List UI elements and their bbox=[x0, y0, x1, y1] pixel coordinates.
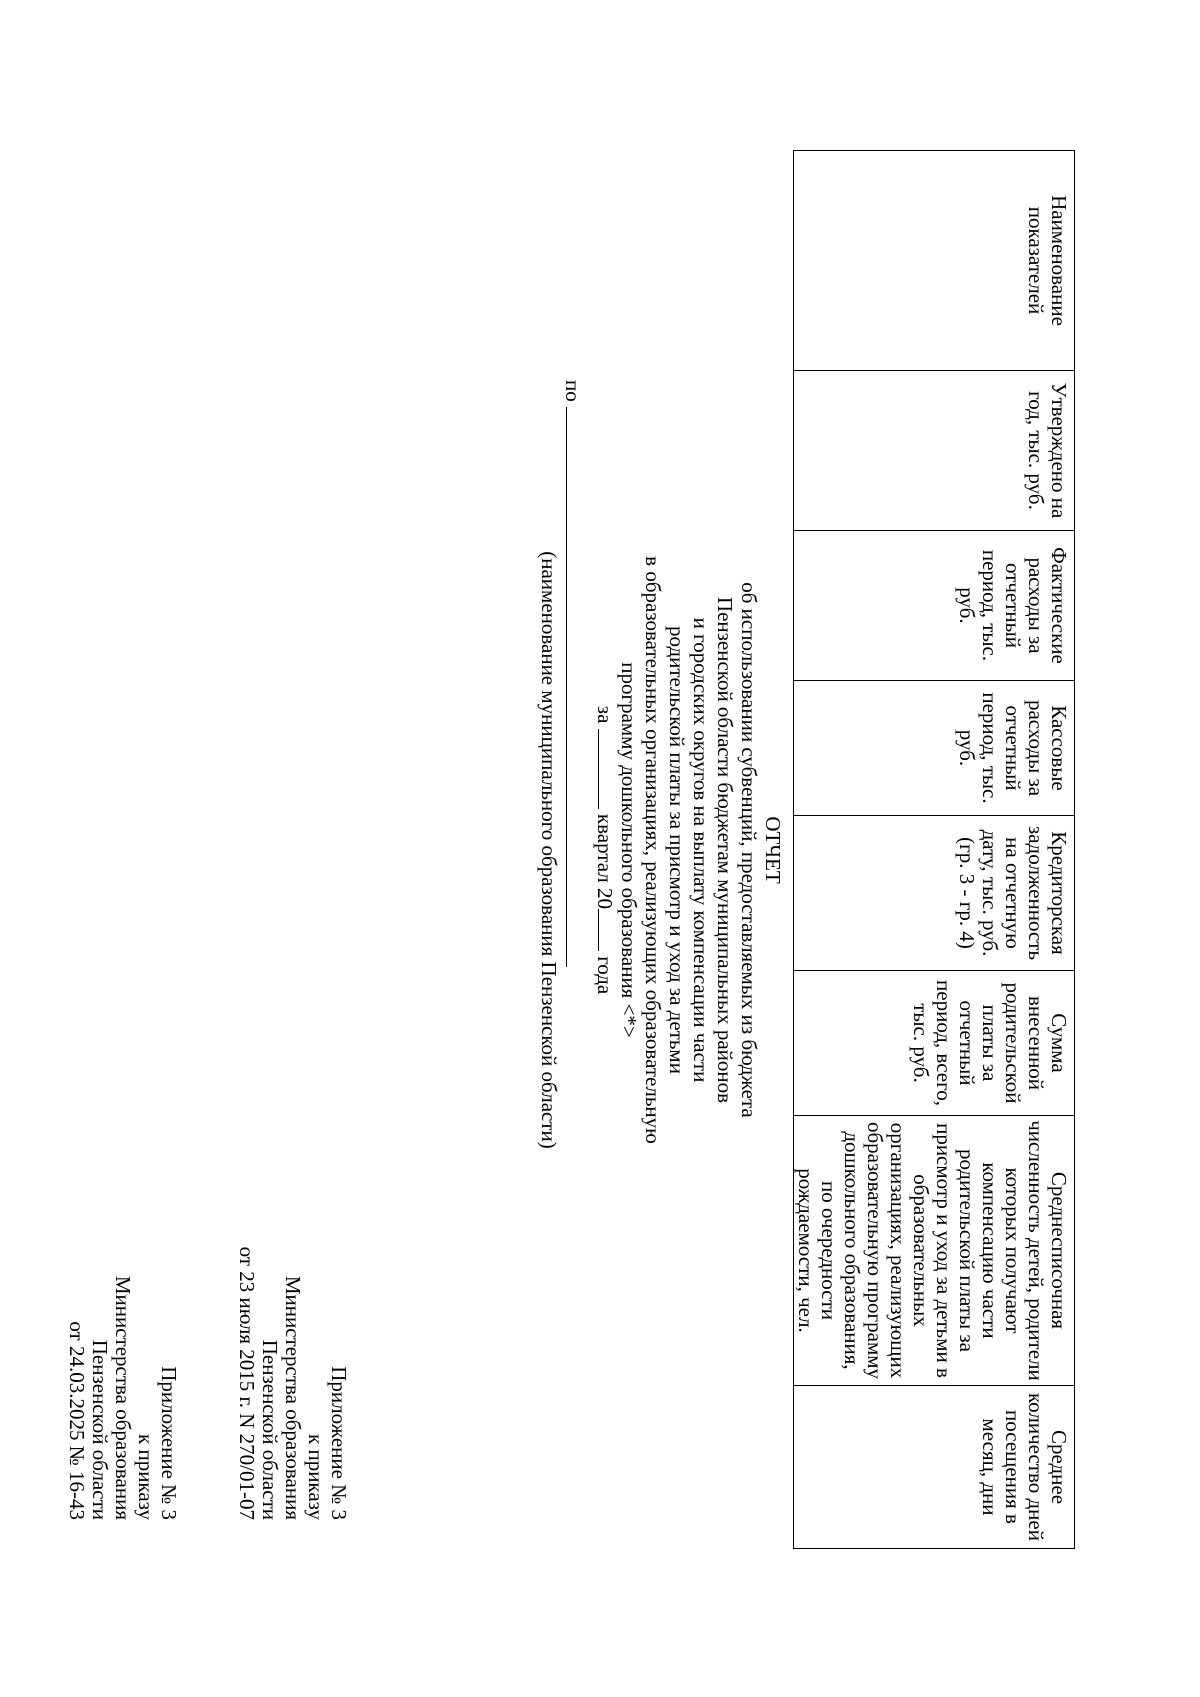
report-subtitle-line: родительской платы за присмотр и уход за детьми bbox=[665, 626, 689, 1074]
header-accounts-payable: Кредиторская задолженность на отчетную дату, тыс. руб. (гр. 3 - гр. 4) bbox=[794, 816, 1075, 971]
report-subtitle-line: программу дошкольного образования <*> bbox=[617, 662, 641, 1038]
appendix-line: от 23 июля 2015 г. N 270/01-07 bbox=[235, 1246, 259, 1520]
appendix-line: Приложение № 3 bbox=[327, 1366, 351, 1520]
appendix-line: Пензенской области bbox=[88, 1339, 112, 1520]
header-average-attendance-days: Среднее количество дней посещения в месяц, дни bbox=[794, 1386, 1075, 1549]
appendix-line: Пензенской области bbox=[258, 1339, 282, 1520]
header-parental-fee-sum: Сумма внесенной родительской платы за отчетный период, всего, тыс. руб. bbox=[794, 971, 1075, 1116]
report-title: ОТЧЕТ bbox=[761, 816, 785, 884]
header-cash-expenses: Кассовые расходы за отчетный период, тыс. руб. bbox=[794, 681, 1075, 816]
by-prefix: по bbox=[561, 380, 585, 402]
report-period bbox=[593, 380, 617, 1320]
period-year: года bbox=[593, 956, 617, 995]
report-subtitle-line: и городских округов на выплату компенсации части bbox=[689, 617, 713, 1083]
appendix-line: Приложение № 3 bbox=[157, 1366, 181, 1520]
appendix-note-current bbox=[65, 120, 180, 1520]
appendix-line: от 24.03.2025 № 16-43 bbox=[65, 1321, 89, 1520]
header-approved-for-year: Утверждено на год, тыс. руб. bbox=[794, 371, 1075, 531]
report-title-block bbox=[537, 380, 785, 1320]
header-indicator-name: Наименование показателей bbox=[794, 151, 1075, 371]
quarter-blank bbox=[598, 729, 617, 809]
appendix-note-original bbox=[235, 120, 350, 1520]
appendix-line: Министерства образования bbox=[111, 1275, 135, 1520]
header-actual-expenses: Фактические расходы за отчетный период, тыс. руб. bbox=[794, 531, 1075, 681]
period-quarter: квартал 20 bbox=[593, 813, 617, 909]
table-header-row bbox=[794, 151, 1075, 1549]
report-subtitle-line: Пензенской области бюджетам муниципальных районов bbox=[713, 596, 737, 1104]
report-subtitle-line: об использовании субвенций, предоставляемых из бюджета bbox=[737, 582, 761, 1118]
appendix-line: к приказу bbox=[134, 1434, 158, 1520]
appendix-line: к приказу bbox=[304, 1434, 328, 1520]
year-blank bbox=[598, 909, 617, 951]
municipality-blank bbox=[566, 407, 585, 967]
appendix-line: Министерства образования bbox=[281, 1275, 305, 1520]
municipality-line bbox=[561, 380, 585, 1320]
header-average-children-count: Среднесписочная численность детей, родители которых получают компенсацию части родительской платы за присмотр и уход за детьми в образовательных организациях, реализующих образовательную программу дошкольного образования, по очередности рождаемости, чел. bbox=[794, 1116, 1075, 1386]
period-prefix: за bbox=[593, 705, 617, 724]
report-table bbox=[793, 150, 1075, 1549]
report-subtitle-line: в образовательных организациях, реализующих образовательную bbox=[641, 556, 665, 1144]
municipality-caption: (наименование муниципального образования Пензенской области) bbox=[537, 551, 561, 1149]
